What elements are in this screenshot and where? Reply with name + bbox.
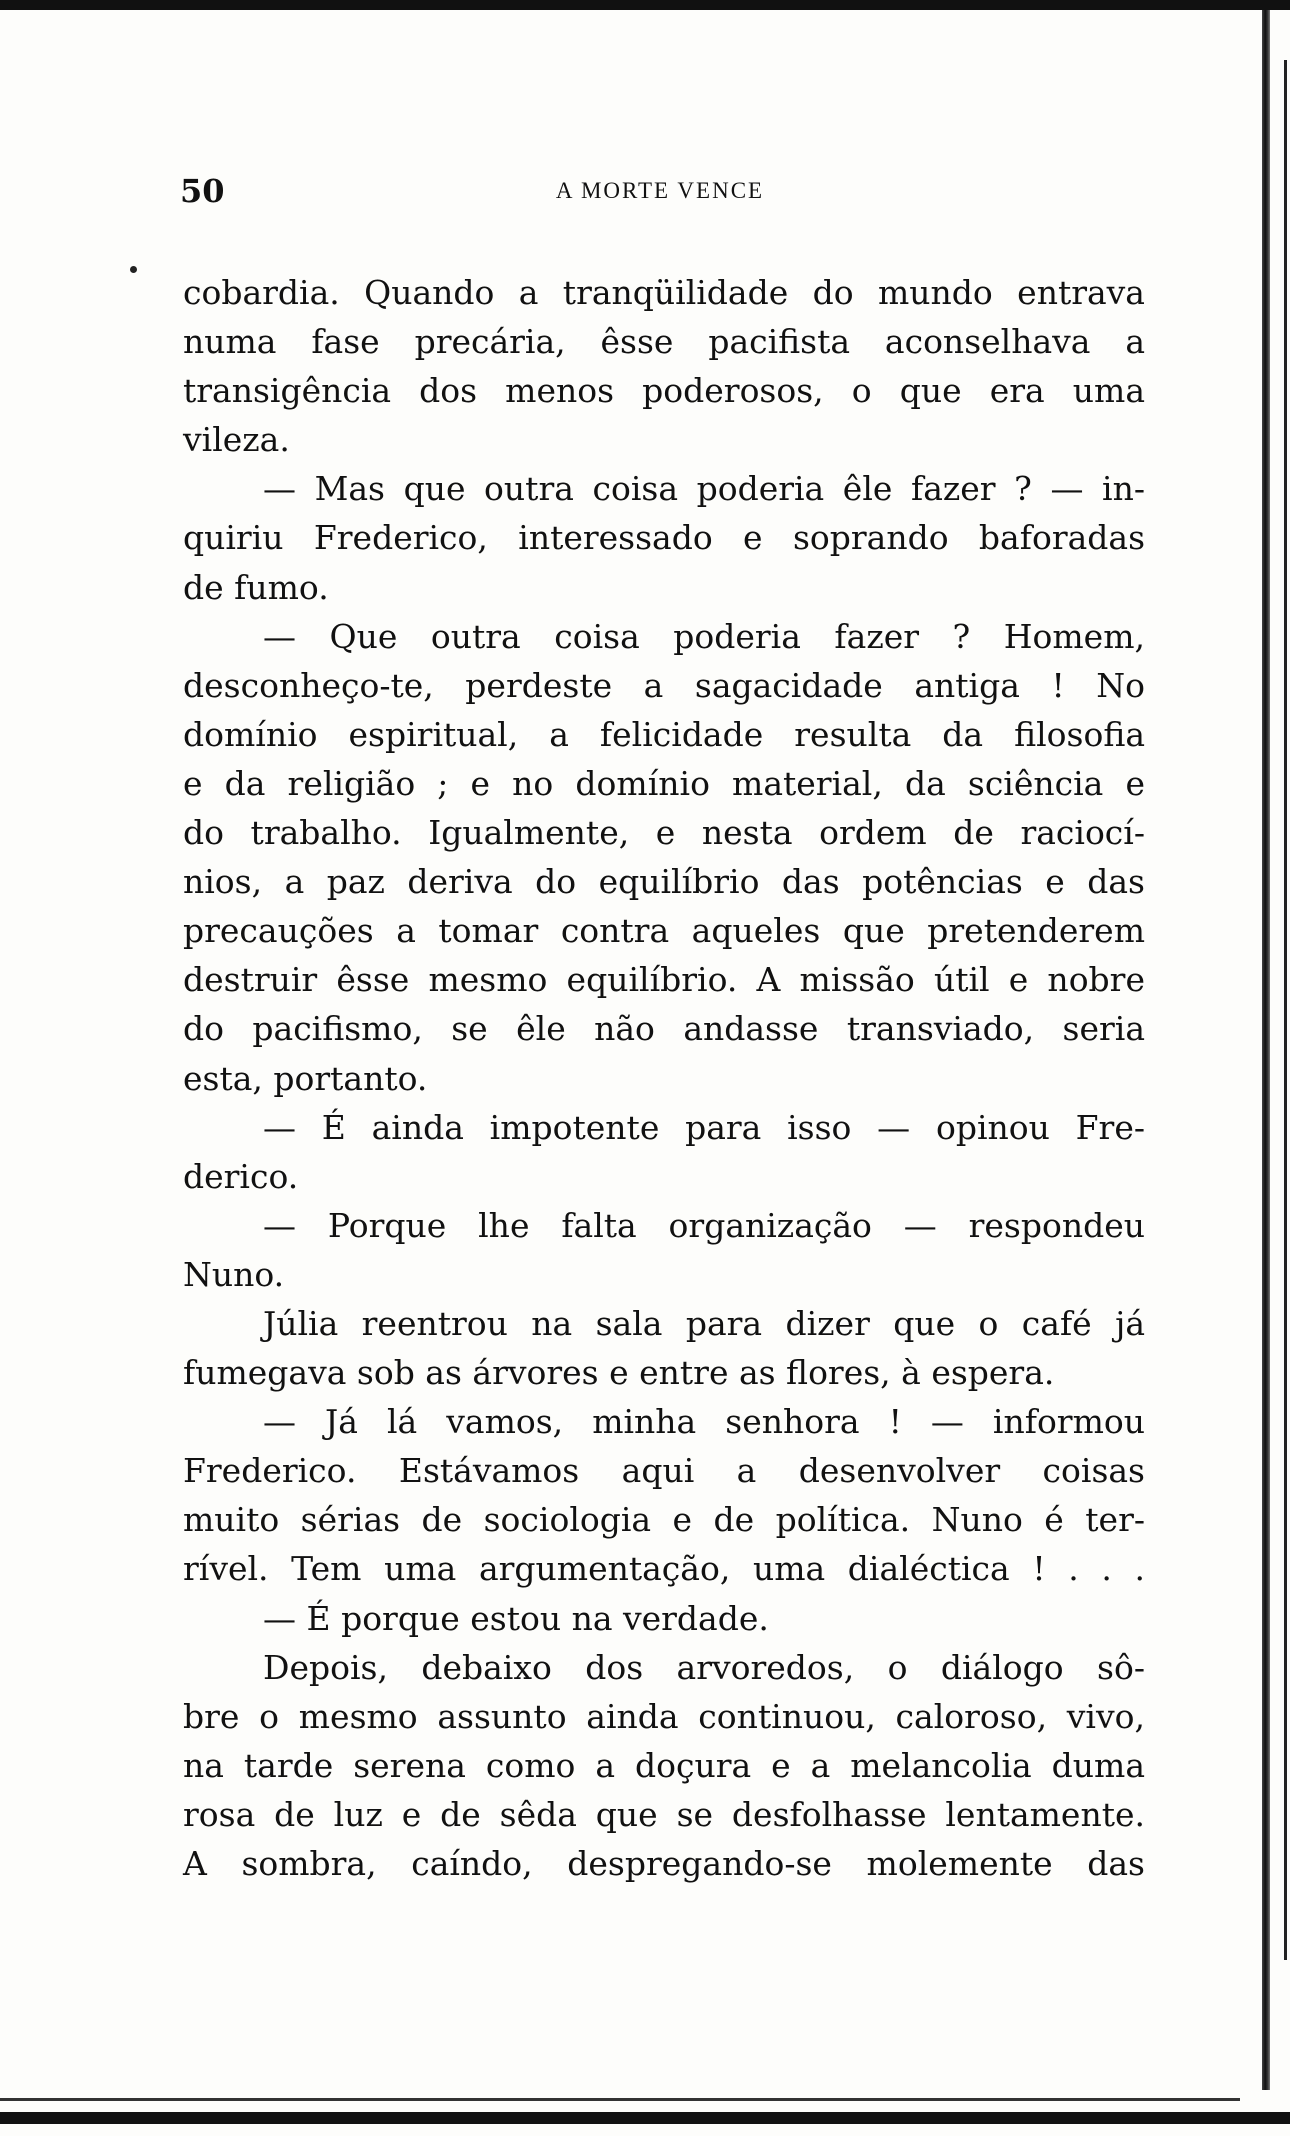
text-line: — É ainda impotente para isso — opinou Fre- — [263, 1107, 1145, 1147]
page-binding-edge — [1262, 10, 1270, 2090]
text-line: vileza. — [183, 420, 290, 460]
text-line: quiriu Frederico, interessado e soprando baforadas — [183, 518, 1145, 558]
top-border-line — [0, 0, 1290, 10]
text-line: A sombra, caíndo, despregando-se molemente das — [183, 1844, 1145, 1883]
body-text — [183, 268, 1145, 1888]
text-line: precauções a tomar contra aqueles que pretenderem — [183, 911, 1145, 951]
text-line: desconheço-te, perdeste a sagacidade antiga ! No — [183, 665, 1145, 705]
text-line: cobardia. Quando a tranqüilidade do mundo entrava — [183, 273, 1145, 312]
page-number: 50 — [180, 172, 225, 210]
text-line: Nuno. — [183, 1254, 285, 1294]
text-line: transigência dos menos poderosos, o que era uma — [183, 371, 1145, 411]
text-line: Depois, debaixo dos arvoredos, o diálogo sô- — [263, 1647, 1145, 1687]
text-line: Júlia reentrou na sala para dizer que o café já — [263, 1303, 1145, 1343]
text-line: Frederico. Estávamos aqui a desenvolver coisas — [183, 1451, 1145, 1491]
text-line: — É porque estou na verdade. — [263, 1598, 769, 1638]
text-line: domínio espiritual, a felicidade resulta da filosofia — [183, 714, 1145, 754]
bottom-thin-line — [0, 2098, 1240, 2101]
page-edge-line — [1284, 60, 1287, 1960]
text-line: destruir êsse mesmo equilíbrio. A missão útil e nobre — [183, 960, 1145, 1000]
text-line: de fumo. — [183, 567, 329, 607]
text-line: nios, a paz deriva do equilíbrio das potências e das — [183, 862, 1145, 902]
text-line: rosa de luz e de sêda que se desfolhasse lentamente. — [183, 1794, 1145, 1834]
text-line: — Porque lhe falta organização — respondeu — [263, 1205, 1145, 1245]
text-line: — Já lá vamos, minha senhora ! — informou — [263, 1402, 1145, 1442]
text-line: rível. Tem uma argumentação, uma dialéctica ! . . . — [183, 1549, 1145, 1589]
text-line: esta, portanto. — [183, 1058, 428, 1098]
bottom-border-line — [0, 2112, 1290, 2124]
text-line: numa fase precária, êsse pacifista aconselhava a — [183, 322, 1145, 362]
text-line: na tarde serena como a doçura e a melancolia duma — [183, 1745, 1145, 1785]
text-line: do trabalho. Igualmente, e nesta ordem de raciocí- — [183, 813, 1145, 853]
text-line: bre o mesmo assunto ainda continuou, caloroso, vivo, — [183, 1696, 1145, 1736]
text-line: — Mas que outra coisa poderia êle fazer ? — in- — [263, 469, 1145, 509]
text-line: derico. — [183, 1156, 299, 1196]
running-title: A MORTE VENCE — [555, 178, 765, 203]
text-line: muito sérias de sociologia e de política. Nuno é ter- — [183, 1500, 1145, 1540]
ink-speck — [130, 266, 137, 273]
text-line: — Que outra coisa poderia fazer ? Homem, — [263, 616, 1145, 656]
text-line: do pacifismo, se êle não andasse transviado, seria — [183, 1009, 1145, 1049]
text-line: e da religião ; e no domínio material, da sciência e — [183, 763, 1145, 803]
text-line: fumegava sob as árvores e entre as flores, à espera. — [183, 1353, 1055, 1393]
running-header — [180, 172, 1140, 216]
